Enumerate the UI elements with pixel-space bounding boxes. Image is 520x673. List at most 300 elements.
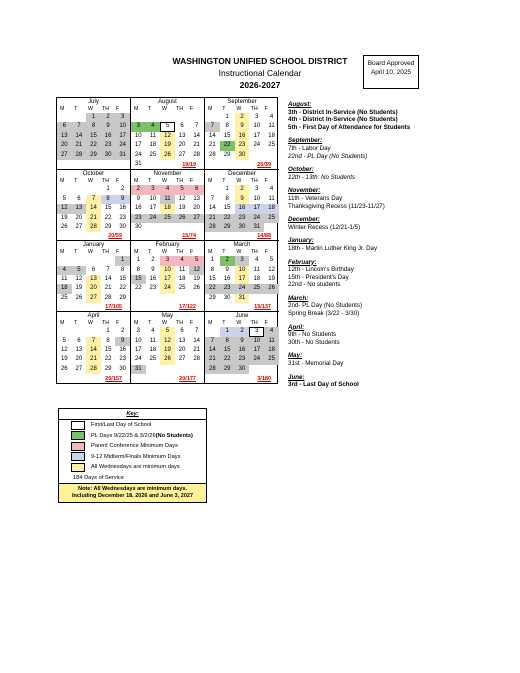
empty-cell xyxy=(175,365,190,374)
day-cell: 10 xyxy=(160,266,175,275)
day-cell: 11 xyxy=(253,266,260,273)
day-cell: 23 xyxy=(131,214,146,223)
day-cell: 11 xyxy=(149,132,156,139)
day-cell: 5 xyxy=(175,185,190,194)
weekday-header xyxy=(57,249,130,256)
legend-key xyxy=(58,408,207,503)
note-month-heading: January: xyxy=(288,237,314,245)
day-cell: 15 xyxy=(86,132,101,141)
weekday-label: M xyxy=(208,249,213,256)
day-cell: 19 xyxy=(160,141,175,150)
key-item xyxy=(59,431,206,442)
weekday-header xyxy=(205,249,279,256)
weekday-label: TH xyxy=(102,320,110,327)
note-month-heading: October: xyxy=(288,166,314,174)
day-cell: 31 xyxy=(249,223,264,232)
day-cell: 20 xyxy=(57,141,72,150)
day-cell: 1 xyxy=(106,186,110,193)
day-cell: 24 xyxy=(134,356,142,363)
day-cell: 17 xyxy=(160,275,175,284)
day-cell: 23 xyxy=(101,141,116,150)
day-cell: 16 xyxy=(235,204,250,213)
day-cell: 29 xyxy=(119,294,127,301)
day-cell: 18 xyxy=(268,132,275,139)
weekday-label: F xyxy=(116,178,120,185)
day-cell: 4 xyxy=(175,256,190,265)
month-july xyxy=(57,98,131,170)
empty-cell xyxy=(72,113,87,122)
day-cell: 22 xyxy=(134,285,142,292)
day-cell: 20 xyxy=(178,346,186,353)
weekday-label: TH xyxy=(176,249,184,256)
day-cell: 14 xyxy=(86,346,101,355)
day-cell: 26 xyxy=(60,365,68,372)
day-cell: 6 xyxy=(180,123,184,130)
weekday-label: F xyxy=(116,106,120,112)
day-cell: 25 xyxy=(160,214,175,223)
weekday-header xyxy=(57,320,130,327)
note-line: Thanksgiving Recess (11/23-11/27) xyxy=(288,202,385,210)
weekday-label: T xyxy=(148,320,152,327)
approved-label: Board Approved xyxy=(367,60,415,67)
weekday-header xyxy=(131,249,204,256)
day-cell: 18 xyxy=(264,346,279,355)
day-cell: 13 xyxy=(193,195,201,202)
day-cell: 20 xyxy=(75,214,83,221)
note-line: 31st - Memorial Day xyxy=(288,360,344,368)
day-cell: 2 xyxy=(121,186,125,193)
day-cell: 31 xyxy=(115,151,130,160)
weekday-label: T xyxy=(222,178,226,185)
day-cell: 13 xyxy=(178,132,186,139)
day-cell: 30 xyxy=(235,151,250,160)
day-cell: 10 xyxy=(149,195,157,202)
weekday-label: W xyxy=(88,320,93,327)
day-cell: 9 xyxy=(235,337,250,346)
day-cell: 16 xyxy=(119,205,127,212)
day-cell: 26 xyxy=(160,151,175,160)
day-cell: 17 xyxy=(235,275,250,284)
day-cell: 28 xyxy=(205,365,220,374)
day-cell: 19 xyxy=(75,285,83,292)
day-cell: 3 xyxy=(255,186,259,193)
day-cell: 15 xyxy=(104,346,112,353)
day-cell: 9 xyxy=(115,337,130,346)
weekday-label: F xyxy=(264,178,269,185)
day-cell: 24 xyxy=(235,284,250,293)
month-june xyxy=(205,312,279,383)
empty-cell xyxy=(160,365,175,374)
days-total: 17/122 xyxy=(179,304,196,311)
day-cell: 22 xyxy=(104,356,112,363)
day-cell: 18 xyxy=(149,346,157,353)
weekday-label: T xyxy=(222,106,226,112)
day-cell: 16 xyxy=(235,346,250,355)
day-cell: 21 xyxy=(86,214,101,223)
key-items xyxy=(59,420,206,473)
day-cell: 26 xyxy=(60,223,68,230)
day-cell: 28 xyxy=(86,223,101,232)
note-month-heading: June: xyxy=(288,373,305,381)
day-cell: 9 xyxy=(225,266,229,273)
weekday-label: W xyxy=(162,106,167,112)
month-march xyxy=(205,241,279,312)
month-name: October xyxy=(82,171,105,178)
day-cell: 30 xyxy=(235,223,250,232)
day-cell: 15 xyxy=(119,276,127,282)
day-cell: 2 xyxy=(121,328,125,335)
weekday-label: W xyxy=(88,106,93,112)
empty-cell xyxy=(57,185,72,194)
days-total: 19/19 xyxy=(182,162,196,169)
day-cell: 6 xyxy=(57,122,72,131)
day-cell: 24 xyxy=(160,284,175,293)
day-cell: 10 xyxy=(134,337,142,344)
day-cell: 3 xyxy=(235,256,250,265)
weekday-label: TH xyxy=(176,320,184,327)
note-month-heading: September: xyxy=(288,137,323,145)
day-cell: 25 xyxy=(149,151,157,158)
day-cell: 17 xyxy=(134,142,142,149)
day-grid xyxy=(205,256,279,303)
note-line-1: Note: All Wednesdays are minimum days. xyxy=(78,486,187,492)
day-cell: 5 xyxy=(72,266,87,275)
day-grid xyxy=(131,185,204,232)
day-cell: 25 xyxy=(264,355,279,364)
weekday-label: T xyxy=(74,320,78,327)
day-cell: 11 xyxy=(178,266,186,273)
days-total: 20/157 xyxy=(105,375,122,382)
note-month-heading: February: xyxy=(288,258,317,266)
service-days: 184 Days of Service xyxy=(73,474,124,481)
day-cell: 7 xyxy=(205,122,220,131)
empty-cell xyxy=(249,151,264,160)
day-cell: 25 xyxy=(60,294,68,301)
day-cell: 29 xyxy=(220,365,235,374)
empty-cell xyxy=(146,160,161,169)
day-cell: 7 xyxy=(205,337,220,346)
days-total: 15/74 xyxy=(182,233,196,240)
day-cell: 25 xyxy=(149,356,157,363)
day-cell: 21 xyxy=(205,355,220,364)
day-grid xyxy=(57,113,130,160)
day-cell: 9 xyxy=(151,266,155,273)
key-item xyxy=(59,420,206,431)
month-february xyxy=(131,241,205,312)
day-grid xyxy=(57,185,130,232)
day-cell: 24 xyxy=(115,141,130,150)
month-name: February xyxy=(155,242,180,249)
day-cell: 21 xyxy=(72,141,87,150)
weekday-label: M xyxy=(134,249,139,256)
day-cell: 8 xyxy=(101,195,116,204)
day-cell: 15 xyxy=(223,205,231,212)
month-name: September xyxy=(227,99,257,105)
note-month-heading: August: xyxy=(288,101,312,108)
day-cell: 17 xyxy=(249,204,264,213)
weekday-label: F xyxy=(264,106,269,112)
day-cell: 3 xyxy=(131,122,146,131)
day-grid xyxy=(131,256,204,294)
day-cell: 1 xyxy=(210,257,215,264)
day-cell: 21 xyxy=(86,355,101,364)
weekday-header xyxy=(57,178,130,185)
month-name: January xyxy=(82,242,105,249)
day-cell: 10 xyxy=(115,122,130,131)
day-grid xyxy=(205,185,279,232)
day-cell: 3 xyxy=(115,113,130,122)
day-cell: 21 xyxy=(209,142,216,149)
empty-cell xyxy=(160,113,175,122)
month-name: May xyxy=(161,313,174,320)
day-cell: 5 xyxy=(189,256,204,265)
day-cell: 20 xyxy=(178,142,186,149)
month-may xyxy=(131,312,205,383)
day-cell: 17 xyxy=(115,132,130,141)
key-swatch xyxy=(71,442,85,451)
day-cell: 19 xyxy=(268,276,275,282)
weekday-label: T xyxy=(148,106,152,112)
day-cell: 29 xyxy=(104,223,112,230)
day-cell: 30 xyxy=(235,365,250,374)
day-cell: 23 xyxy=(119,356,127,363)
day-cell: 27 xyxy=(178,356,186,363)
weekday-label: T xyxy=(74,178,78,185)
day-cell: 14 xyxy=(72,132,87,141)
day-cell: 3 xyxy=(255,114,259,120)
key-label: All Wednesdays are minimum days xyxy=(91,464,180,471)
note-line: 2nd- PL Day (No Students) xyxy=(288,302,363,310)
day-cell: 9 xyxy=(136,195,140,202)
day-cell: 10 xyxy=(134,132,142,139)
day-cell: 18 xyxy=(160,204,175,213)
day-cell: 5 xyxy=(160,327,175,336)
day-cell: 23 xyxy=(235,214,250,223)
day-cell: 14 xyxy=(205,346,220,355)
note-month-heading: December: xyxy=(288,216,320,224)
note-line: 3rd - Last Day of School xyxy=(288,381,359,389)
day-cell: 25 xyxy=(249,284,264,293)
day-cell: 23 xyxy=(149,285,157,292)
day-cell: 31 xyxy=(131,365,146,374)
day-cell: 19 xyxy=(193,276,201,282)
empty-cell xyxy=(72,256,87,265)
empty-cell xyxy=(205,327,220,336)
empty-cell xyxy=(264,294,279,303)
note-line: 7th - Labor Day xyxy=(288,144,331,152)
month-november xyxy=(131,170,205,241)
day-cell: 12 xyxy=(57,204,72,213)
approved-date: April 10, 2025 xyxy=(370,69,412,76)
day-cell: 17 xyxy=(149,205,157,212)
weekday-label: W xyxy=(236,249,242,256)
empty-cell xyxy=(72,327,87,336)
key-label: First/Last Day of School xyxy=(91,422,152,429)
empty-cell xyxy=(175,113,190,122)
weekday-label: W xyxy=(88,178,93,185)
weekday-label: M xyxy=(60,249,65,256)
month-january xyxy=(57,241,131,312)
day-cell: 5 xyxy=(62,195,66,202)
note-month-heading: April: xyxy=(288,323,305,331)
weekday-label: M xyxy=(208,320,213,327)
weekday-header xyxy=(57,106,130,113)
day-cell: 27 xyxy=(178,151,186,158)
weekday-label: T xyxy=(222,249,226,256)
day-cell: 19 xyxy=(160,346,175,355)
day-cell: 22 xyxy=(205,284,220,293)
day-cell: 10 xyxy=(235,266,250,275)
day-cell: 20 xyxy=(193,205,201,212)
day-cell: 19 xyxy=(60,356,68,363)
day-cell: 30 xyxy=(119,223,127,230)
month-december xyxy=(205,170,279,241)
day-cell: 22 xyxy=(86,141,101,150)
day-cell: 30 xyxy=(223,294,231,301)
day-cell: 27 xyxy=(86,294,101,303)
day-cell: 4 xyxy=(151,328,155,335)
day-cell: 2 xyxy=(235,113,250,122)
note-line: 12th - 13th: No Students xyxy=(288,173,356,181)
note-line: 30th - No Students xyxy=(288,338,340,346)
day-cell: 14 xyxy=(104,276,112,282)
day-cell: 16 xyxy=(134,205,142,212)
weekday-header xyxy=(131,178,204,185)
day-cell: 13 xyxy=(57,132,72,141)
weekday-label: F xyxy=(190,249,194,256)
day-cell: 31 xyxy=(134,160,142,167)
note-month-heading: May: xyxy=(288,352,303,360)
calendar-grid xyxy=(56,97,278,384)
day-cell: 5 xyxy=(160,122,175,131)
day-cell: 3 xyxy=(136,328,140,335)
day-cell: 24 xyxy=(249,214,264,223)
weekday-label: TH xyxy=(176,178,184,185)
note-line: 3th - District In-Service (No Students) xyxy=(288,108,398,116)
day-cell: 12 xyxy=(75,276,83,282)
empty-cell xyxy=(160,160,175,169)
empty-cell xyxy=(175,223,190,232)
day-cell: 28 xyxy=(205,223,220,232)
day-cell: 2 xyxy=(151,257,155,264)
empty-cell xyxy=(146,365,161,374)
day-cell: 18 xyxy=(178,276,186,282)
day-cell: 2 xyxy=(131,185,146,194)
day-cell: 27 xyxy=(57,151,72,160)
month-name: July xyxy=(88,99,99,105)
day-cell: 11 xyxy=(268,123,275,130)
day-grid xyxy=(57,256,130,303)
days-total: 17/105 xyxy=(105,304,122,311)
weekday-label: T xyxy=(74,106,78,112)
day-cell: 30 xyxy=(119,365,127,372)
weekday-label: M xyxy=(60,320,65,327)
weekday-label: TH xyxy=(102,249,110,256)
day-cell: 9 xyxy=(235,195,250,204)
note-line: Winter Recess (12/21-1/5) xyxy=(288,223,361,231)
weekday-label: M xyxy=(208,178,213,185)
day-cell: 13 xyxy=(72,204,87,213)
empty-cell xyxy=(189,223,204,232)
day-cell: 10 xyxy=(253,195,261,202)
key-swatch xyxy=(71,463,85,472)
key-swatch xyxy=(71,452,85,461)
empty-cell xyxy=(57,256,72,265)
day-cell: 13 xyxy=(178,337,186,344)
empty-cell xyxy=(57,327,72,336)
weekday-label: F xyxy=(116,320,120,327)
day-cell: 29 xyxy=(86,151,101,160)
weekday-header xyxy=(205,106,279,113)
key-item xyxy=(59,452,206,463)
day-cell: 8 xyxy=(225,195,229,202)
day-cell: 2 xyxy=(235,327,250,336)
day-cell: 7 xyxy=(86,337,101,346)
empty-cell xyxy=(205,185,220,194)
district-title: WASHINGTON UNIFIED SCHOOL DISTRICT xyxy=(172,56,348,66)
day-cell: 6 xyxy=(77,195,81,202)
day-cell: 26 xyxy=(193,285,201,292)
empty-cell xyxy=(57,113,72,122)
key-label: PL Days 9/22/25 & 3/2/26 xyxy=(91,432,156,439)
day-cell: 9 xyxy=(115,195,130,204)
key-label: Parent Conference Minimum Days xyxy=(91,443,178,450)
day-cell: 12 xyxy=(178,195,186,202)
key-item xyxy=(59,462,206,473)
days-total: 20/59 xyxy=(108,233,122,240)
day-cell: 15 xyxy=(104,205,112,212)
day-cell: 4 xyxy=(255,257,259,264)
day-cell: 11 xyxy=(268,195,275,202)
weekday-header xyxy=(205,320,279,327)
day-cell: 26 xyxy=(264,284,279,293)
day-cell: 25 xyxy=(268,142,275,149)
day-cell: 27 xyxy=(189,214,204,223)
days-total: 20/39 xyxy=(257,162,271,169)
note-line: 9th - No Students xyxy=(288,331,337,339)
day-cell: 20 xyxy=(86,284,101,293)
month-name: March xyxy=(233,242,251,249)
board-approved-box xyxy=(363,55,419,89)
day-cell: 21 xyxy=(104,285,112,292)
day-cell: 21 xyxy=(193,346,201,353)
day-cell: 18 xyxy=(253,276,261,282)
day-cell: 1 xyxy=(106,328,110,335)
day-cell: 22 xyxy=(220,214,235,223)
day-cell: 4 xyxy=(264,327,279,336)
day-cell: 18 xyxy=(57,284,72,293)
day-cell: 24 xyxy=(146,214,161,223)
day-cell: 12 xyxy=(189,266,204,275)
days-total: 3/180 xyxy=(257,375,271,382)
day-cell: 27 xyxy=(75,365,83,372)
day-cell: 29 xyxy=(223,151,231,158)
weekday-label: T xyxy=(148,178,152,185)
weekday-label: T xyxy=(148,249,152,256)
day-cell: 1 xyxy=(86,113,101,122)
wednesday-note xyxy=(59,483,206,502)
weekday-label: T xyxy=(222,320,226,327)
day-cell: 2 xyxy=(220,256,235,265)
day-cell: 28 xyxy=(104,294,112,301)
note-month-heading: November: xyxy=(288,187,321,195)
day-cell: 4 xyxy=(146,122,161,131)
empty-cell xyxy=(72,185,87,194)
day-cell: 7 xyxy=(106,266,110,273)
weekday-label: M xyxy=(134,178,139,185)
day-cell: 14 xyxy=(193,132,201,139)
empty-cell xyxy=(264,223,279,232)
